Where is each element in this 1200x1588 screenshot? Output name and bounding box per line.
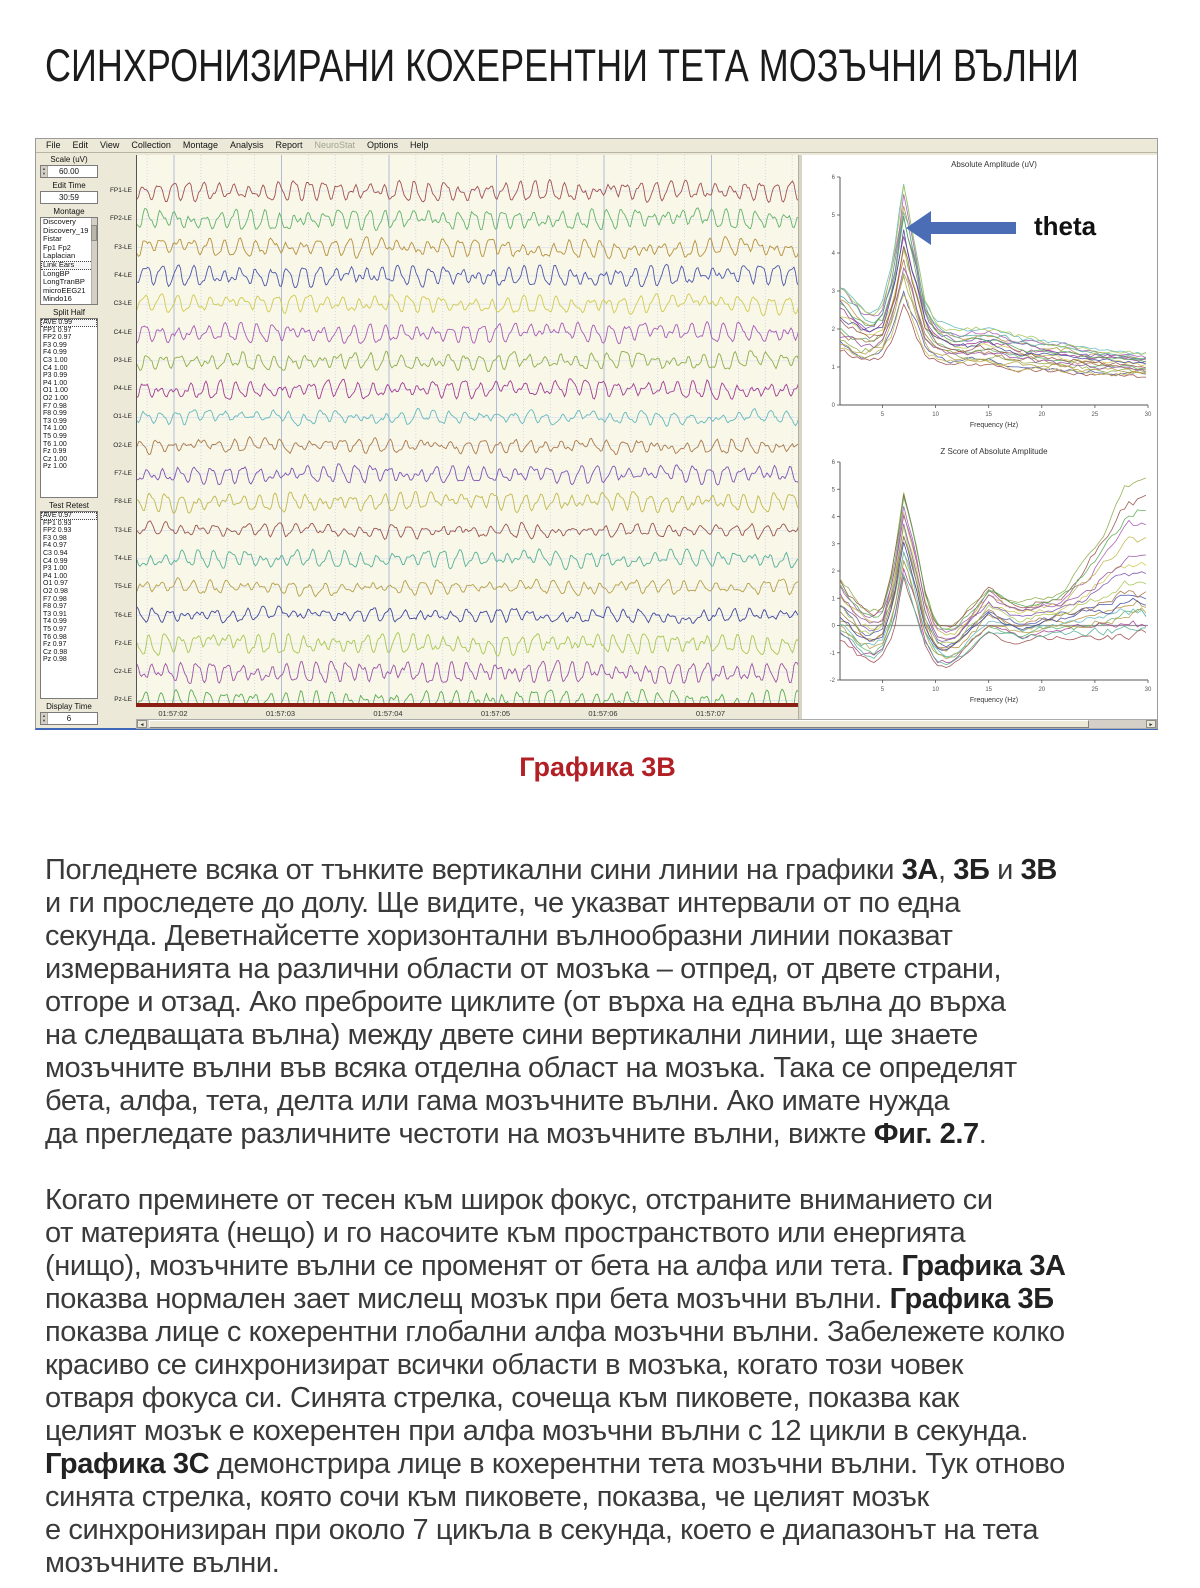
paragraph: [45, 1184, 1175, 1580]
channel-label: C3-LE: [113, 300, 132, 308]
text-line: Погледнете всяка от тънките вертикални сини линии на графики 3А, 3Б и 3В: [45, 854, 1057, 886]
eeg-trace-area: [136, 155, 799, 703]
test-retest-item[interactable]: F7 0.98: [43, 595, 67, 603]
svg-text:0: 0: [831, 403, 835, 409]
split-half-label: Split Half: [52, 308, 85, 317]
text-line: измерванията на различни области от мозъка – отпред, от двете страни,: [45, 953, 1002, 985]
time-label: 01:57:02: [158, 709, 188, 718]
channel-label: T5-LE: [114, 583, 132, 591]
paragraph: [45, 854, 1175, 1151]
display-time-value: 6: [66, 714, 72, 723]
channel-label: F4-LE: [114, 271, 132, 279]
montage-item[interactable]: Laplacian: [43, 251, 76, 261]
split-half-item[interactable]: P4 1.00: [43, 379, 68, 387]
eeg-trace-C3-LE: [137, 294, 800, 316]
svg-text:3: 3: [831, 289, 835, 295]
test-retest-item[interactable]: AVE 0.97: [41, 512, 97, 520]
menu-item[interactable]: Edit: [72, 140, 89, 150]
text-line: показва нормален зает мислещ мозък при бета мозъчни вълни. Графика 3Б: [45, 1283, 1054, 1315]
channel-label-column: [99, 155, 135, 707]
text-line: отгоре и отзад. Ако преброите циклите (от върха на една вълна до върха: [45, 986, 1006, 1018]
svg-text:2: 2: [831, 569, 835, 575]
menu-item[interactable]: NeuroStat: [314, 140, 356, 150]
body-text: [45, 854, 1175, 1588]
channel-label: F7-LE: [114, 470, 132, 477]
svg-text:Absolute Amplitude (uV): Absolute Amplitude (uV): [951, 160, 1037, 169]
svg-text:30: 30: [1144, 412, 1152, 418]
text-line: да прегледате различните честоти на мозъчните вълни, вижте Фиг. 2.7.: [45, 1118, 987, 1150]
montage-item[interactable]: LongBP: [43, 268, 70, 278]
channel-label: Cz-LE: [113, 668, 132, 676]
montage-item[interactable]: Fp1 Fp2: [43, 242, 71, 252]
split-half-item[interactable]: P3 0.99: [43, 372, 68, 380]
split-half-item[interactable]: AVE 0.99: [41, 319, 97, 327]
test-retest-item[interactable]: FP1 0.93: [43, 519, 72, 527]
channel-label: T6-LE: [114, 611, 132, 619]
split-half-item[interactable]: T3 0.99: [43, 417, 67, 425]
svg-text:25: 25: [1091, 687, 1099, 693]
split-half-item[interactable]: F3 0.99: [43, 341, 67, 349]
scroll-left-icon[interactable]: ◄: [137, 720, 147, 728]
montage-item[interactable]: Link Ears: [41, 261, 97, 270]
split-half-item[interactable]: FP2 0.97: [43, 334, 72, 342]
eeg-trace-F7-LE: [137, 464, 800, 485]
test-retest-item[interactable]: Fz 0.97: [43, 641, 67, 649]
channel-label: Fz-LE: [114, 639, 132, 647]
app-sidebar: [39, 155, 99, 729]
menu-item[interactable]: Montage: [182, 140, 218, 150]
montage-item[interactable]: microEEG21: [43, 285, 86, 295]
svg-text:25: 25: [1091, 412, 1099, 418]
menu-item[interactable]: Help: [410, 140, 429, 150]
text-line: Когато преминете от тесен към широк фокус, отстраните вниманието си: [45, 1184, 993, 1216]
montage-item[interactable]: Fistar: [43, 234, 62, 244]
spectra-panel: [802, 155, 1157, 719]
channel-label: C4-LE: [113, 328, 132, 336]
display-time-input[interactable]: [40, 712, 98, 725]
test-retest-list[interactable]: [40, 511, 98, 699]
svg-text:1: 1: [831, 365, 835, 371]
scale-input[interactable]: [40, 165, 98, 178]
text-line: мозъчните вълни във всяка отделна област на мозъка. Така се определят: [45, 1052, 1017, 1084]
split-half-item[interactable]: Fz 0.99: [43, 448, 67, 456]
channel-label: O2-LE: [113, 441, 132, 449]
split-half-item[interactable]: T5 0.99: [43, 432, 67, 440]
split-half-item[interactable]: T6 1.00: [43, 440, 67, 448]
spectrum-line-C4-LE: [840, 194, 1146, 357]
theta-annotation: theta: [1034, 211, 1097, 241]
montage-item[interactable]: Discovery_19: [43, 225, 89, 235]
svg-text:1: 1: [831, 596, 835, 603]
svg-text:Z Score of Absolute Amplitude: Z Score of Absolute Amplitude: [940, 447, 1048, 456]
split-half-item[interactable]: FP1 0.97: [43, 326, 72, 334]
channel-label: F8-LE: [114, 498, 132, 506]
montage-item[interactable]: Mindo16: [43, 294, 72, 304]
test-retest-item[interactable]: P3 1.00: [43, 565, 68, 573]
test-retest-item[interactable]: O1 0.97: [43, 580, 68, 588]
channel-label: P4-LE: [113, 385, 132, 393]
svg-text:20: 20: [1038, 687, 1046, 693]
test-retest-item[interactable]: T6 0.98: [43, 633, 67, 641]
text-line: синята стрелка, която сочи към пиковете, показва, че целият мозък: [45, 1481, 929, 1513]
theta-arrow-head-icon: [906, 211, 931, 245]
svg-text:-2: -2: [829, 678, 835, 684]
eeg-trace-Fz-LE: [137, 633, 800, 656]
montage-label: Montage: [53, 207, 85, 216]
time-label: 01:57:06: [588, 709, 618, 718]
scale-value: 60.00: [58, 167, 80, 176]
display-time-spinner[interactable]: ▲ ▼: [41, 713, 48, 724]
svg-text:0: 0: [831, 623, 835, 630]
scale-label: Scale (uV): [50, 155, 88, 164]
svg-text:10: 10: [932, 412, 939, 418]
scale-spinner[interactable]: ▲ ▼: [41, 166, 48, 177]
text-line: отваря фокуса си. Синята стрелка, сочеща към пиковете, показва как: [45, 1382, 959, 1414]
z-score-chart: [802, 442, 1157, 719]
split-half-item[interactable]: F7 0.98: [43, 402, 67, 410]
text-line: и ги проследете до долу. Ще видите, че указват интервали от по една: [45, 887, 961, 919]
absolute-amplitude-chart: [802, 155, 1157, 442]
test-retest-item[interactable]: O2 0.98: [43, 587, 68, 595]
eeg-trace-T3-LE: [137, 521, 800, 539]
svg-text:4: 4: [831, 514, 835, 521]
time-label: 01:57:04: [373, 709, 403, 718]
eeg-app-window: [35, 138, 1158, 730]
svg-text:10: 10: [932, 687, 939, 693]
channel-label: O1-LE: [113, 413, 132, 421]
time-label: 01:57:03: [265, 709, 296, 718]
test-retest-label: Test Retest: [48, 501, 89, 510]
text-line: бета, алфа, тета, делта или гама мозъчните вълни. Ако имате нужда: [45, 1085, 950, 1117]
text-line: секунда. Деветнайсетте хоризонтални вълнообразни линии показват: [45, 920, 953, 952]
eeg-bottom-bar: [136, 703, 799, 707]
spectrum-line-Cz-LE: [840, 268, 1146, 372]
svg-text:6: 6: [831, 460, 835, 466]
montage-scrollbar[interactable]: [91, 218, 97, 304]
spectrum-line-O1-LE: [840, 184, 1146, 354]
horizontal-scrollbar[interactable]: [136, 719, 1157, 729]
svg-text:20: 20: [1038, 412, 1046, 418]
edit-time-value: 30:59: [58, 193, 80, 202]
split-half-item[interactable]: T4 1.00: [43, 425, 67, 433]
montage-item[interactable]: Discovery: [43, 217, 76, 226]
spectrum-line-Fz-LE: [840, 185, 1146, 354]
test-retest-item[interactable]: P4 1.00: [43, 572, 68, 580]
split-half-item[interactable]: O1 1.00: [43, 387, 68, 395]
eeg-trace-Pz-LE: [137, 689, 800, 703]
test-retest-item[interactable]: C3 0.94: [43, 549, 68, 557]
split-half-list[interactable]: [40, 318, 98, 498]
test-retest-item[interactable]: F4 0.97: [43, 542, 67, 550]
svg-text:Frequency (Hz): Frequency (Hz): [969, 697, 1019, 704]
channel-label: F3-LE: [114, 243, 132, 251]
eeg-trace-T4-LE: [137, 549, 800, 570]
test-retest-item[interactable]: T5 0.97: [43, 625, 67, 633]
svg-text:4: 4: [831, 251, 835, 257]
menu-item[interactable]: Collection: [131, 140, 171, 150]
menu-item[interactable]: View: [100, 140, 120, 150]
edit-time-label: Edit Time: [52, 181, 86, 190]
text-line: (нищо), мозъчните вълни се променят от бета на алфа или тета. Графика 3А: [45, 1250, 1066, 1282]
svg-text:5: 5: [880, 412, 885, 418]
test-retest-item[interactable]: F8 0.97: [43, 603, 67, 611]
time-label: 01:57:07: [695, 709, 726, 718]
spectrum-line-T6-LE: [840, 230, 1146, 364]
test-retest-item[interactable]: FP2 0.93: [43, 527, 72, 535]
svg-text:3: 3: [831, 541, 835, 548]
svg-text:2: 2: [831, 327, 835, 333]
svg-text:30: 30: [1144, 687, 1152, 693]
split-half-item[interactable]: O2 1.00: [43, 394, 68, 402]
spectrum-line-Pz-LE: [840, 217, 1146, 362]
menu-item[interactable]: Analysis: [229, 140, 264, 150]
edit-time-box[interactable]: [40, 191, 98, 204]
split-half-item[interactable]: C3 1.00: [43, 356, 68, 364]
text-line: красиво се синхронизират всички области в мозъка, когато този човек: [45, 1349, 964, 1381]
scroll-thumb[interactable]: [149, 720, 1089, 728]
split-half-item[interactable]: C4 1.00: [43, 364, 68, 372]
test-retest-item[interactable]: F3 0.98: [43, 534, 67, 542]
scroll-right-icon[interactable]: ►: [1146, 720, 1156, 728]
channel-label: P3-LE: [113, 356, 132, 364]
svg-text:Frequency (Hz): Frequency (Hz): [969, 422, 1019, 429]
svg-text:5: 5: [831, 487, 835, 494]
channel-label: Pz-LE: [114, 696, 132, 704]
app-menubar: [36, 139, 1157, 153]
eeg-trace-T6-LE: [137, 606, 800, 623]
montage-list[interactable]: [40, 217, 98, 305]
test-retest-item[interactable]: C4 0.99: [43, 557, 68, 565]
svg-text:15: 15: [985, 412, 993, 418]
montage-item[interactable]: LongTranBP: [43, 277, 85, 287]
figure-caption: Графика 3В: [519, 752, 676, 782]
text-line: мозъчните вълни.: [45, 1547, 280, 1579]
channel-label: FP1-LE: [109, 187, 132, 194]
text-line: е синхронизиран при около 7 цикъла в секунда, което е диапазонът на тета: [45, 1514, 1039, 1546]
theta-arrow-shaft-icon: [930, 222, 1016, 234]
svg-text:6: 6: [831, 175, 835, 181]
text-line: на следващата вълна) между двете сини вертикални линии, ще знаете: [45, 1019, 978, 1051]
split-half-item[interactable]: F8 0.99: [43, 410, 67, 418]
svg-text:5: 5: [880, 687, 885, 693]
channel-label: T3-LE: [114, 526, 132, 534]
svg-text:5: 5: [831, 213, 835, 219]
split-half-item[interactable]: Cz 1.00: [43, 455, 68, 463]
text-line: от материята (нещо) и го насочите към пространството или енергията: [45, 1217, 966, 1249]
test-retest-item[interactable]: T3 0.91: [43, 610, 67, 618]
menu-item[interactable]: Options: [367, 140, 399, 150]
text-line: показва лице с кохерентни глобални алфа мозъчни вълни. Забележете колко: [45, 1316, 1065, 1348]
menu-item[interactable]: Report: [275, 140, 303, 150]
time-label: 01:57:05: [480, 709, 511, 718]
text-line: Графика 3С демонстрира лице в кохерентни тета мозъчни вълни. Тук отново: [45, 1448, 1065, 1480]
display-time-label: Display Time: [46, 702, 92, 711]
menu-item[interactable]: File: [46, 140, 61, 150]
test-retest-item[interactable]: T4 0.99: [43, 618, 67, 626]
channel-label: FP2-LE: [109, 215, 132, 223]
eeg-traces-plot: [137, 155, 800, 703]
svg-text:15: 15: [985, 687, 993, 693]
eeg-trace-P3-LE: [137, 351, 800, 372]
test-retest-item[interactable]: Pz 0.98: [43, 656, 67, 664]
test-retest-item[interactable]: Cz 0.98: [43, 648, 68, 656]
svg-text:-1: -1: [829, 650, 835, 657]
channel-label: T4-LE: [114, 554, 132, 562]
split-half-item[interactable]: F4 0.99: [43, 349, 67, 357]
page-title: СИНХРОНИЗИРАНИ КОХЕРЕНТНИ ТЕТА МОЗЪЧНИ ВЪЛНИ: [45, 40, 1079, 91]
text-line: целият мозък е кохерентен при алфа мозъчни вълни с 12 цикли в секунда.: [45, 1415, 1029, 1447]
split-half-item[interactable]: Pz 1.00: [43, 463, 67, 471]
